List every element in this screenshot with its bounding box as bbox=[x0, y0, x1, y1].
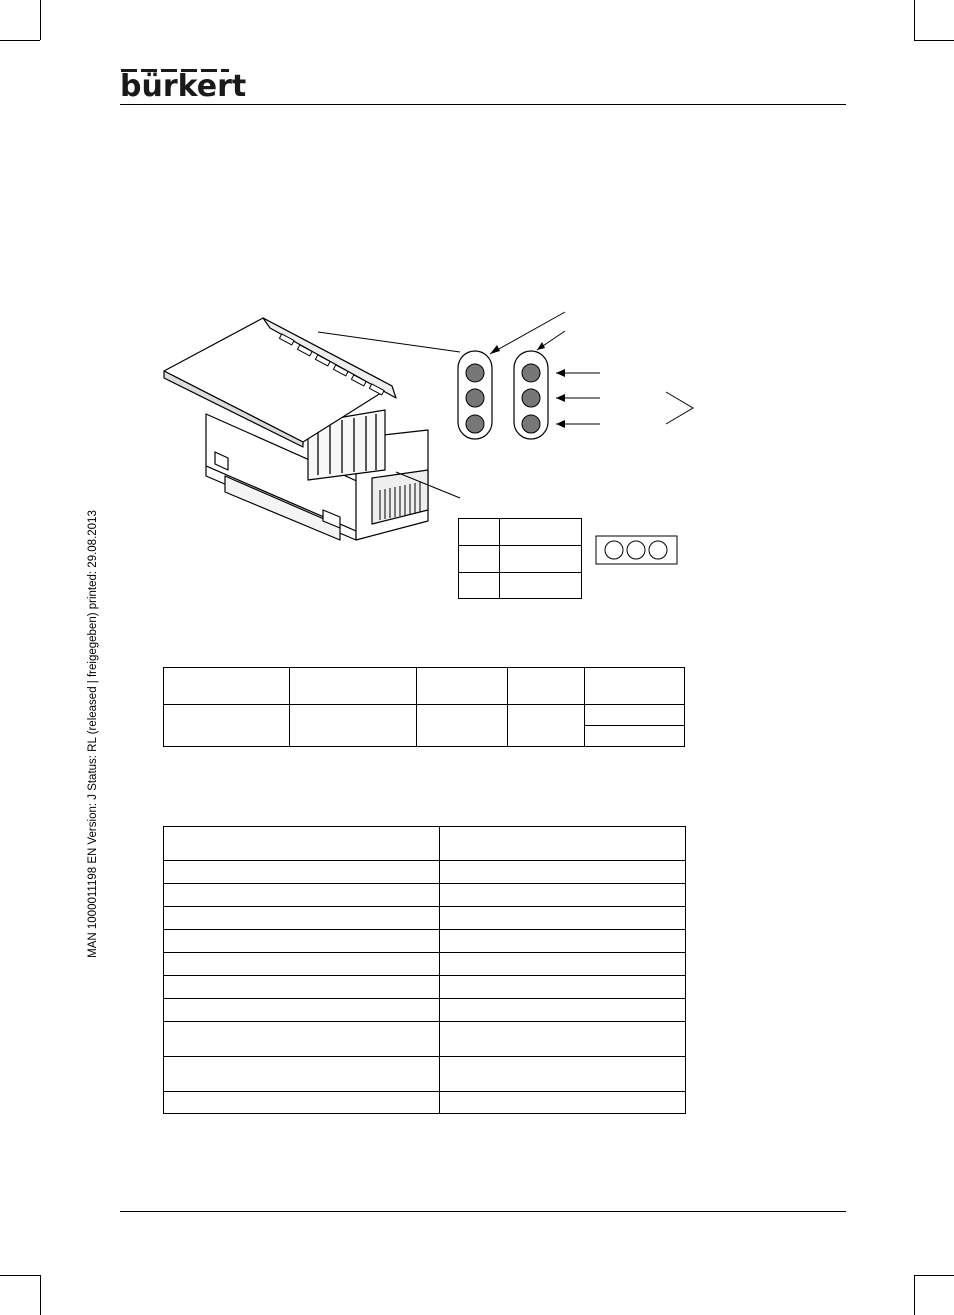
table-row bbox=[164, 999, 686, 1022]
specification-table-1 bbox=[163, 667, 685, 747]
table-row bbox=[164, 907, 686, 930]
table-row bbox=[164, 1022, 686, 1057]
document-status-note: MAN 1000011198 EN Version: J Status: RL (released | freigegeben) printed: 29.08.2013 bbox=[87, 510, 99, 958]
table-row bbox=[164, 668, 685, 705]
table-row bbox=[164, 976, 686, 999]
table-row bbox=[164, 953, 686, 976]
table-row bbox=[164, 884, 686, 907]
table-row bbox=[164, 1057, 686, 1092]
table-row bbox=[164, 827, 686, 861]
table-row bbox=[164, 861, 686, 884]
brand-logo: bürkert bbox=[120, 69, 247, 104]
table-row bbox=[164, 705, 685, 726]
led-column-left-icon bbox=[458, 351, 492, 439]
table-row bbox=[164, 930, 686, 953]
specification-table-2 bbox=[163, 826, 686, 1114]
connector-symbol-icon bbox=[596, 536, 677, 564]
table-row bbox=[459, 519, 582, 546]
table-row bbox=[459, 546, 582, 573]
table-row bbox=[459, 573, 582, 599]
device-illustration-icon bbox=[164, 318, 428, 540]
pin-table bbox=[458, 518, 582, 599]
led-column-right-icon bbox=[514, 351, 548, 439]
table-row bbox=[164, 1092, 686, 1114]
